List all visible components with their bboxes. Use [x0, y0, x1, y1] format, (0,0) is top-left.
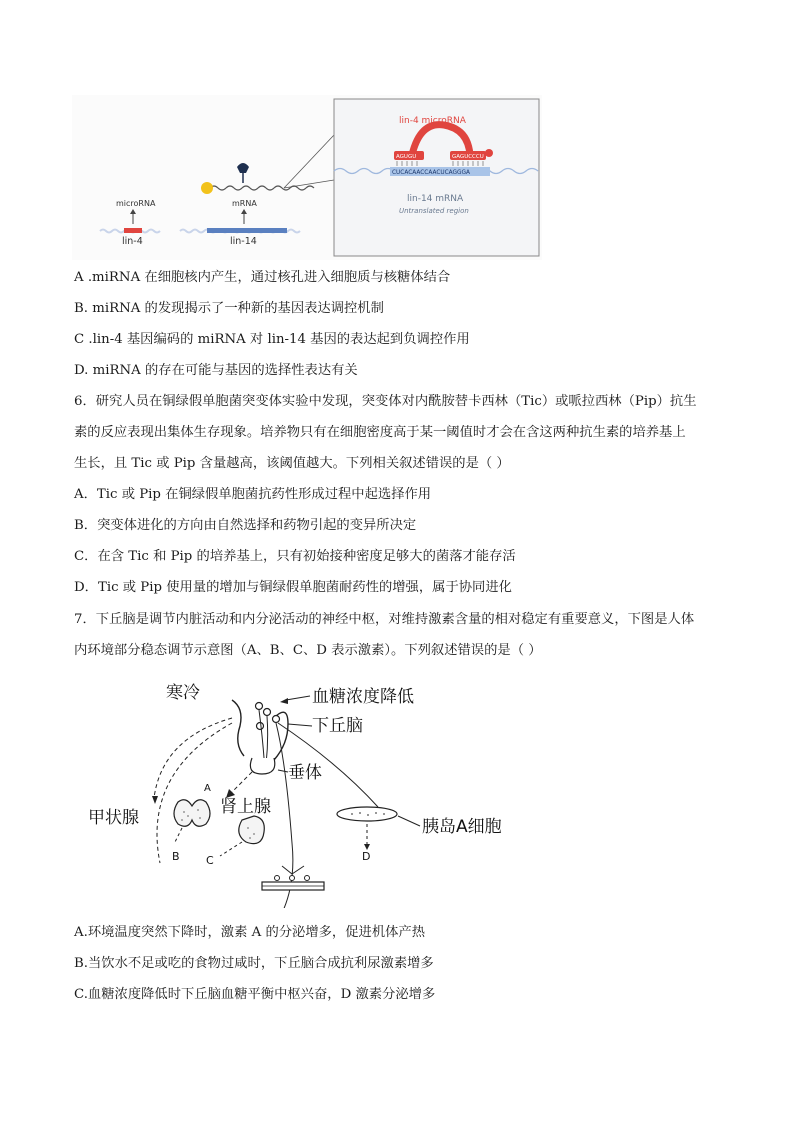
hormone-d-label: D [362, 850, 371, 863]
mrna-sequence: CUCACAACCAACUCAGGGA [392, 170, 470, 176]
untranslated-region-label: Untranslated region [399, 207, 469, 215]
hormone-c-label: C [206, 854, 214, 867]
mirna-left-seq: AGUGU [396, 154, 417, 160]
q7-option-a: A.环境温度突然下降时，激素 A 的分泌增多，促进机体产热 [74, 925, 426, 940]
q6-option-d: D．Tic 或 Pip 使用量的增加与铜绿假单胞菌耐药性的增强，属于协同进化 [74, 580, 512, 595]
q7-option-c: C.血糖浓度降低时下丘脑血糖平衡中枢兴奋，D 激素分泌增多 [74, 987, 436, 1002]
q6-option-b: B．突变体进化的方向由自然选择和药物引起的变异所决定 [74, 518, 417, 533]
thyroid-label: 甲状腺 [88, 808, 139, 828]
thyroid-shape [174, 800, 210, 827]
microrna-label: microRNA [116, 199, 156, 208]
islet-a-cell-shape [337, 807, 397, 821]
inset-title: lin-4 microRNA [399, 116, 466, 126]
cold-label: 寒冷 [166, 683, 200, 703]
lin-14-mrna-label: lin-14 mRNA [407, 194, 464, 204]
pituitary-label: 垂体 [288, 763, 322, 783]
mirna-right-seq: GAGUCCCU [452, 154, 484, 160]
q6-option-a: A．Tic 或 Pip 在铜绿假单胞菌抗药性形成过程中起选择作用 [74, 487, 432, 502]
q6-option-c: C．在含 Tic 和 Pip 的培养基上，只有初始接种密度足够大的菌落才能存活 [74, 549, 516, 564]
q5-option-c: C .lin-4 基因编码的 miRNA 对 lin-14 基因的表达起到负调控作用 [74, 332, 470, 347]
blood-sugar-low-label: 血糖浓度降低 [312, 687, 414, 707]
q5-option-b: B. miRNA 的发现揭示了一种新的基因表达调控机制 [74, 301, 384, 316]
islet-a-cell-label: 胰岛A细胞 [422, 817, 502, 837]
mrna-label: mRNA [232, 199, 257, 208]
hormone-b-label: B [172, 850, 180, 863]
q5-option-d: D. miRNA 的存在可能与基因的选择性表达有关 [74, 363, 358, 378]
ribosome-icon [201, 182, 213, 194]
inset-panel [334, 99, 539, 256]
pituitary-shape [250, 758, 274, 774]
hormone-a-label: A [204, 783, 211, 794]
adrenal-shape [239, 816, 264, 844]
homeostasis-figure [82, 678, 542, 908]
q6-stem-line-3: 生长，且 Tic 或 Pip 含量越高，该阈值越大。下列相关叙述错误的是（ ） [74, 456, 510, 471]
q7-stem-line-2: 内环境部分稳态调节示意图（A、B、C、D 表示激素）。下列叙述错误的是（ ） [74, 643, 542, 658]
lin-14-label: lin-14 [230, 236, 257, 247]
mirna-figure [72, 95, 542, 260]
q6-stem-line-2: 素的反应表现出集体生存现象。培养物只有在细胞密度高于某一阈值时才会在含这两种抗生素的培养基上 [74, 425, 686, 440]
q7-stem-line-1: 7．下丘脑是调节内脏活动和内分泌活动的神经中枢，对维持激素含量的相对稳定有重要意义，下图是人体 [74, 612, 695, 627]
lin-4-label: lin-4 [122, 236, 143, 247]
q5-option-a: A .miRNA 在细胞核内产生，通过核孔进入细胞质与核糖体结合 [74, 270, 451, 285]
adrenal-label: 肾上腺 [220, 797, 271, 817]
hypothalamus-label: 下丘脑 [312, 716, 363, 736]
q6-stem-line-1: 6．研究人员在铜绿假单胞菌突变体实验中发现，突变体对内酰胺替卡西林（Tic）或哌拉西林（Pip）抗生 [74, 394, 697, 409]
q7-option-b: B.当饮水不足或吃的食物过咸时，下丘脑合成抗利尿激素增多 [74, 956, 434, 971]
